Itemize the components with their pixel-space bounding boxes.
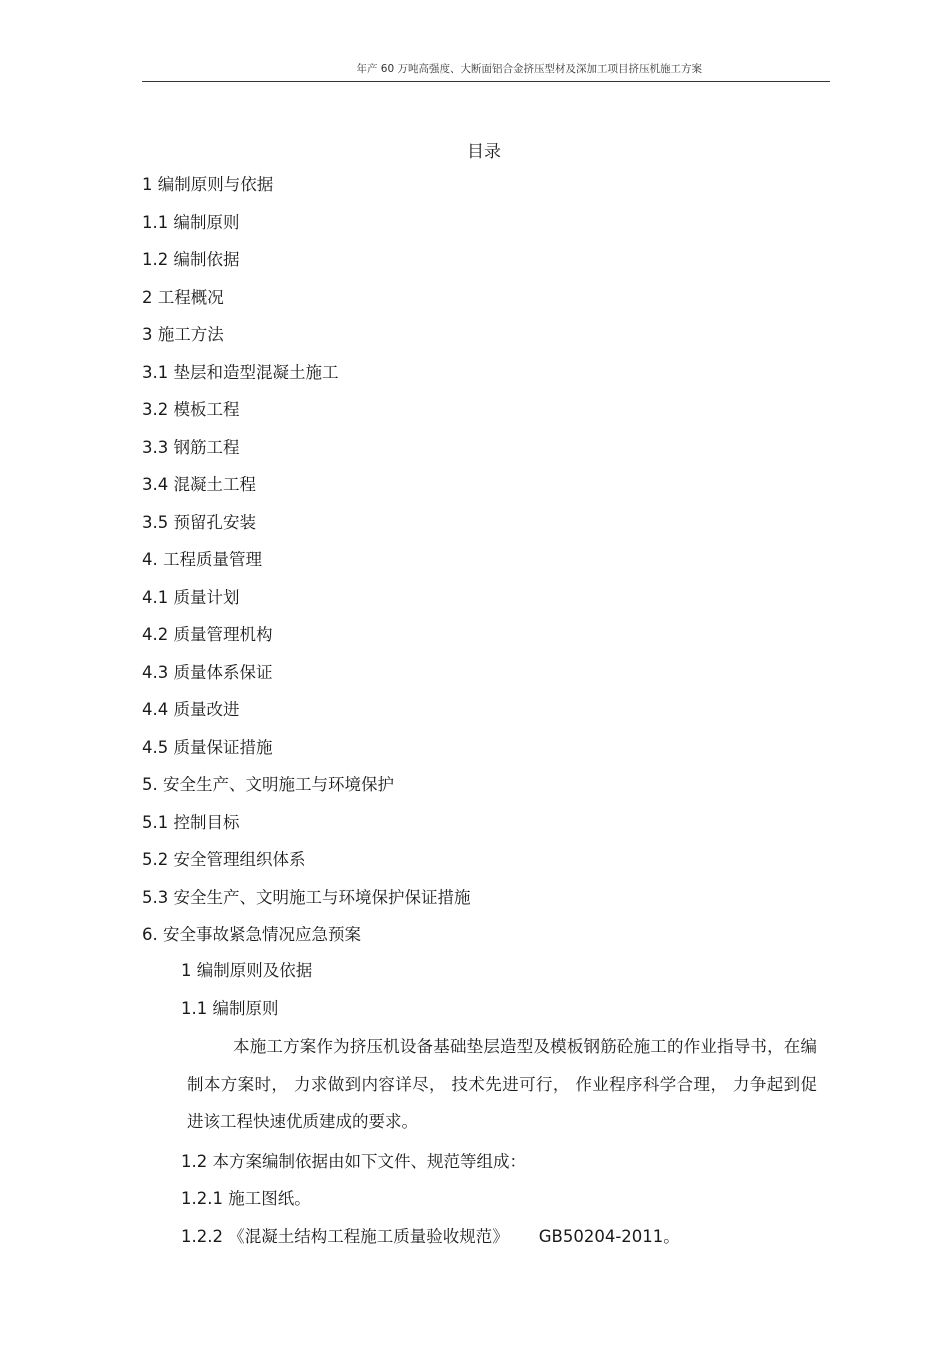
toc-item: 5.1 控制目标 (142, 812, 240, 832)
standard-title: 1.2.2 《混凝土结构工程施工质量验收规范》 (181, 1226, 509, 1246)
header-title: 年产 60 万吨高强度、大断面铝合金挤压型材及深加工项目挤压机施工方案 (356, 63, 702, 75)
table-of-contents (142, 174, 471, 962)
page-header (142, 61, 830, 82)
toc-item: 4.1 质量计划 (142, 587, 240, 607)
toc-item: 4.5 质量保证措施 (142, 737, 273, 757)
paragraph-gap (181, 1141, 831, 1151)
toc-item: 5.2 安全管理组织体系 (142, 850, 306, 869)
toc-item: 3 施工方法 (142, 325, 224, 344)
body-paragraph: 本施工方案作为挤压机设备基础垫层造型及模板钢筋砼施工的作业指导书，在编制本方案时， 力求做到内容详尽， 技术先进可行， 作业程序科学合理， 力争起到促进该工程快速优质建成的要求。 (187, 1037, 817, 1131)
toc-item: 1.2 编制依据 (142, 250, 240, 269)
subsection-heading: 1.1 编制原则 (181, 998, 279, 1018)
toc-item: 3.3 钢筋工程 (142, 437, 240, 457)
toc-item: 3.4 混凝土工程 (142, 475, 256, 494)
toc-item: 4.2 质量管理机构 (142, 625, 273, 644)
toc-item: 5. 安全生产、文明施工与环境保护 (142, 775, 394, 794)
toc-item: 6. 安全事故紧急情况应急预案 (142, 925, 361, 944)
toc-item: 4. 工程质量管理 (142, 550, 262, 569)
toc-title: 目录 (467, 142, 501, 162)
toc-item: 4.3 质量体系保证 (142, 662, 273, 682)
standard-code: GB50204-2011。 (538, 1226, 680, 1246)
toc-item: 5.3 安全生产、文明施工与环境保护保证措施 (142, 887, 471, 907)
toc-item: 3.2 模板工程 (142, 400, 240, 419)
toc-item: 4.4 质量改进 (142, 700, 240, 719)
toc-item: 3.1 垫层和造型混凝土施工 (142, 362, 339, 382)
toc-item: 2 工程概况 (142, 287, 224, 307)
toc-item: 3.5 预留孔安装 (142, 512, 256, 532)
subsection-heading: 1.2 本方案编制依据由如下文件、规范等组成： (181, 1151, 526, 1171)
section-heading: 1 编制原则及依据 (181, 961, 313, 980)
toc-item: 1 编制原则与依据 (142, 175, 274, 194)
list-item (181, 1226, 831, 1264)
list-item: 1.2.1 施工图纸。 (181, 1189, 311, 1208)
body-section (181, 960, 831, 1263)
toc-item: 1.1 编制原则 (142, 212, 240, 232)
